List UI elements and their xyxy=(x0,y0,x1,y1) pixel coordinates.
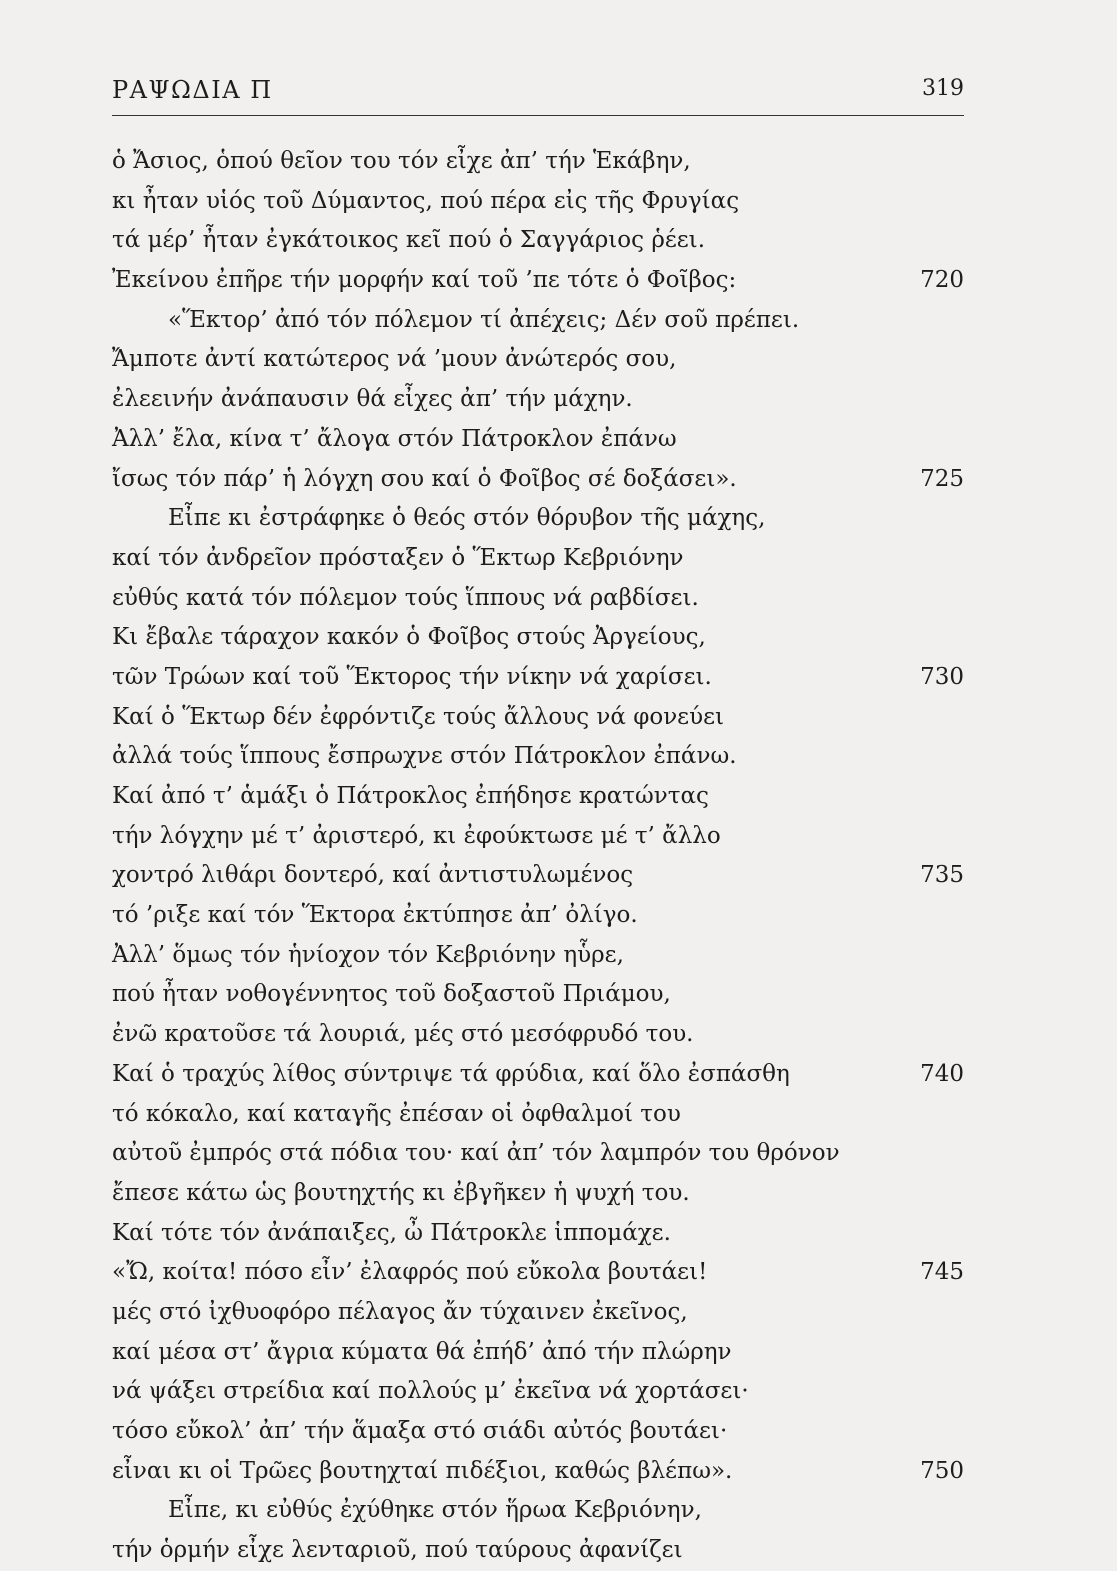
verse-line xyxy=(112,420,964,460)
verse-text: μές στό ἰχθυοφόρο πέλαγος ἄν τύχαινεν ἐκεῖνος, xyxy=(112,1298,688,1325)
verse-text: εὐθύς κατά τόν πόλεμον τούς ἵππους νά ραβδίσει. xyxy=(112,584,699,611)
verse-line xyxy=(112,975,964,1015)
verse-line xyxy=(112,460,964,500)
verse-line xyxy=(112,1412,964,1452)
page-number: 319 xyxy=(922,76,964,101)
verse-text: τό κόκαλο, καί καταγῆς ἐπέσαν οἱ ὀφθαλμοί του xyxy=(112,1100,681,1127)
verse-line xyxy=(112,856,964,896)
verse-line xyxy=(112,340,964,380)
verse-text: αὐτοῦ ἐμπρός στά πόδια του· καί ἀπ’ τόν λαμπρόν του θρόνον xyxy=(112,1140,840,1167)
verse-line xyxy=(112,1293,964,1333)
verse-text: χοντρό λιθάρι δοντερό, καί ἀντιστυλωμένος xyxy=(112,862,634,889)
page-header xyxy=(112,68,964,120)
verse-text: καί μέσα στ’ ἄγρια κύματα θά ἐπήδ’ ἀπό τήν πλώρην xyxy=(112,1338,732,1365)
line-number: 725 xyxy=(920,465,964,492)
verse-text: τό ’ριξε καί τόν Ἕκτορα ἐκτύπησε ἀπ’ ὀλίγο. xyxy=(112,902,638,929)
verse-line xyxy=(112,1372,964,1412)
verse-text: Καί ὁ τραχύς λίθος σύντριψε τά φρύδια, καί ὅλο ἐσπάσθη xyxy=(112,1060,790,1087)
verse-text: τά μέρ’ ἦταν ἐγκάτοικος κεῖ πού ὁ Σαγγάριος ῥέει. xyxy=(112,227,706,254)
verse-line xyxy=(112,1095,964,1135)
verse-line xyxy=(112,1491,964,1531)
verse-line xyxy=(112,698,964,738)
verse-line xyxy=(112,1452,964,1492)
verse-line xyxy=(112,301,964,341)
verse-text: Καί ὁ Ἕκτωρ δέν ἐφρόντιζε τούς ἄλλους νά φονεύει xyxy=(112,703,725,730)
verse-text: «Ἕκτορ’ ἀπό τόν πόλεμον τί ἀπέχεις; Δέν σοῦ πρέπει. xyxy=(168,306,800,333)
verse-line xyxy=(112,1015,964,1055)
verse-line xyxy=(112,539,964,579)
verse-text: καί τόν ἀνδρεῖον πρόσταξεν ὁ Ἕκτωρ Κεβριόνην xyxy=(112,544,684,571)
verse-line xyxy=(112,777,964,817)
verse-line xyxy=(112,1174,964,1214)
verse-line xyxy=(112,182,964,222)
verse-line xyxy=(112,817,964,857)
verse-list xyxy=(112,142,964,1571)
line-number: 745 xyxy=(920,1259,964,1286)
verse-text: Κι ἔβαλε τάραχον κακόν ὁ Φοῖβος στούς Ἀργείους, xyxy=(112,624,706,651)
verse-text: Ἐκείνου ἐπῆρε τήν μορφήν καί τοῦ ’πε τότε ὁ Φοῖβος: xyxy=(112,267,737,294)
verse-line xyxy=(112,1253,964,1293)
verse-text: ἐνῶ κρατοῦσε τά λουριά, μές στό μεσόφρυδό του. xyxy=(112,1021,694,1048)
verse-line xyxy=(112,896,964,936)
verse-text: τῶν Τρώων καί τοῦ Ἕκτορος τήν νίκην νά χαρίσει. xyxy=(112,663,712,690)
verse-text: τήν λόγχην μέ τ’ ἀριστερό, κι ἐφούκτωσε μέ τ’ ἄλλο xyxy=(112,822,721,849)
verse-text: τόσο εὔκολ’ ἀπ’ τήν ἅμαξα στό σιάδι αὐτός βουτάει· xyxy=(112,1418,728,1444)
verse-line xyxy=(112,221,964,261)
verse-text: Ἄμποτε ἀντί κατώτερος νά ’μουν ἀνώτερός σου, xyxy=(112,346,677,373)
verse-text: πού ἦταν νοθογέννητος τοῦ δοξαστοῦ Πριάμου, xyxy=(112,981,671,1008)
line-number: 740 xyxy=(920,1060,964,1087)
line-number: 730 xyxy=(920,663,964,690)
verse-text: Ἀλλ’ ἔλα, κίνα τ’ ἄλογα στόν Πάτροκλον ἐπάνω xyxy=(112,425,677,452)
line-number: 735 xyxy=(920,862,964,889)
verse-line xyxy=(112,936,964,976)
verse-text: ὁ Ἄσιος, ὁπού θεῖον του τόν εἶχε ἀπ’ τήν Ἑκάβην, xyxy=(112,148,691,174)
line-number: 720 xyxy=(920,267,964,294)
verse-text: ἀλλά τούς ἵππους ἔσπρωχνε στόν Πάτροκλον ἐπάνω. xyxy=(112,743,737,770)
verse-text: νά ψάξει στρείδια καί πολλούς μ’ ἐκεῖνα νά χορτάσει· xyxy=(112,1378,749,1405)
verse-text: εἶναι κι οἱ Τρῶες βουτηχταί πιδέξιοι, καθώς βλέπω». xyxy=(112,1457,733,1484)
verse-line xyxy=(112,579,964,619)
verse-line xyxy=(112,658,964,698)
line-number: 750 xyxy=(920,1457,964,1484)
verse-text: ἴσως τόν πάρ’ ἡ λόγχη σου καί ὁ Φοῖβος σέ δοξάσει». xyxy=(112,465,737,492)
verse-line xyxy=(112,737,964,777)
verse-text: ἔπεσε κάτω ὡς βουτηχτής κι ἐβγῆκεν ἡ ψυχή του. xyxy=(112,1179,690,1206)
verse-text: κι ἦταν υἱός τοῦ Δύμαντος, πού πέρα εἰς τῆς Φρυγίας xyxy=(112,187,740,214)
verse-line xyxy=(112,499,964,539)
verse-line xyxy=(112,1333,964,1373)
verse-text: «Ὤ, κοίτα! πόσο εἶν’ ἐλαφρός πού εὔκολα βουτάει! xyxy=(112,1259,708,1286)
verse-text: τήν ὁρμήν εἶχε λενταριοῦ, πού ταύρους ἀφανίζει xyxy=(112,1537,683,1564)
verse-text: Καί ἀπό τ’ ἁμάξι ὁ Πάτροκλος ἐπήδησε κρατώντας xyxy=(112,783,709,809)
verse-text: Εἶπε, κι εὐθύς ἐχύθηκε στόν ἥρωα Κεβριόνην, xyxy=(168,1497,702,1524)
verse-text: Εἶπε κι ἐστράφηκε ὁ θεός στόν θόρυβον τῆς μάχης, xyxy=(168,505,766,532)
verse-line xyxy=(112,261,964,301)
verse-line xyxy=(112,1531,964,1571)
verse-line xyxy=(112,618,964,658)
verse-line xyxy=(112,1214,964,1254)
header-rule xyxy=(112,115,964,116)
verse-line xyxy=(112,142,964,182)
verse-text: Ἀλλ’ ὅμως τόν ἡνίοχον τόν Κεβριόνην ηὗρε, xyxy=(112,941,624,968)
verse-line xyxy=(112,1134,964,1174)
running-head: ΡΑΨΩΔΙΑ Π xyxy=(112,76,273,104)
verse-text: ἐλεεινήν ἀνάπαυσιν θά εἶχες ἀπ’ τήν μάχην. xyxy=(112,386,633,413)
verse-text: Καί τότε τόν ἀνάπαιξες, ὦ Πάτροκλε ἱππομάχε. xyxy=(112,1219,671,1246)
verse-line xyxy=(112,380,964,420)
verse-line xyxy=(112,1055,964,1095)
